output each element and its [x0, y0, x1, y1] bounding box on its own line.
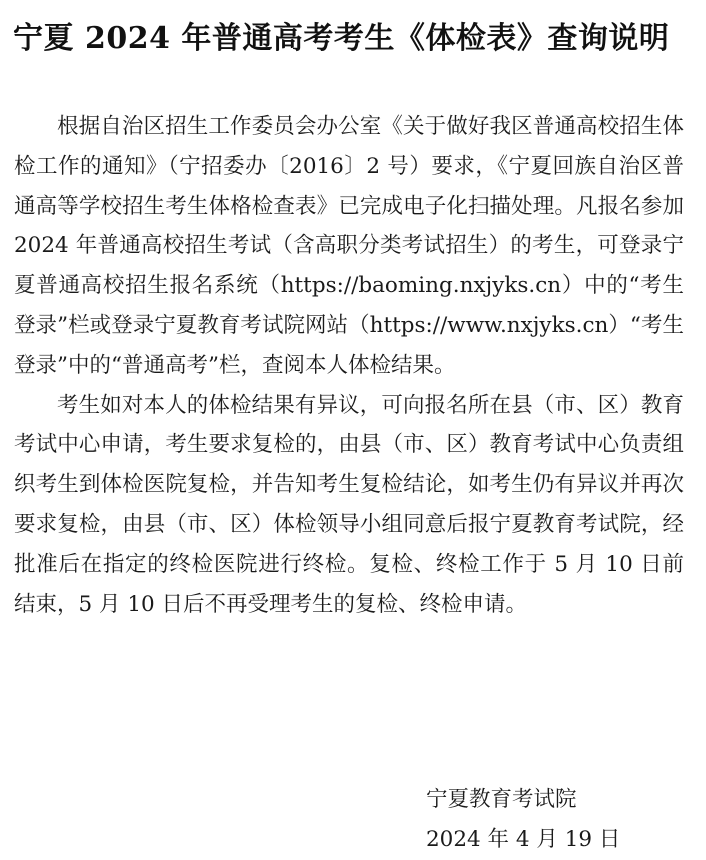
signature-date: 2024 年 4 月 19 日	[426, 827, 621, 852]
paragraph-recheck-procedure: 考生如对本人的体检结果有异议，可向报名所在县（市、区）教育考试中心申请，考生要求复检的，由县（市、区）教育考试中心负责组织考生到体检医院复检，并告知考生复检结论，如考生仍有异议并再次要求复检，由县（市、区）体检领导小组同意后报宁夏教育考试院，经批准后在指定的终检医院进行终检。复检、终检工作于 5 月 10 日前结束，5 月 10 日后不再受理考生的复检、终检申请。	[14, 392, 684, 617]
signature-block	[426, 780, 696, 860]
document-title: 宁夏 2024 年普通高考考生《体检表》查询说明	[13, 21, 670, 56]
paragraph-query-instructions: 根据自治区招生工作委员会办公室《关于做好我区普通高校招生体检工作的通知》（宁招委办〔2016〕2 号）要求，《宁夏回族自治区普通高等学校招生考生体格检查表》已完成电子化扫描处理。凡报名参加 2024 年普通高校招生考试（含高职分类考试招生）的考生，可登录宁夏普通高校招生报名系统（https://baoming.nxjyks.cn）中的“考生登录”栏或登录宁夏教育考试院网站（https://www.nxjyks.cn）“考生登录”中的“普通高考”栏，查阅本人体检结果。	[14, 114, 684, 378]
signature-organization: 宁夏教育考试院	[426, 787, 577, 812]
document-body	[14, 107, 684, 624]
